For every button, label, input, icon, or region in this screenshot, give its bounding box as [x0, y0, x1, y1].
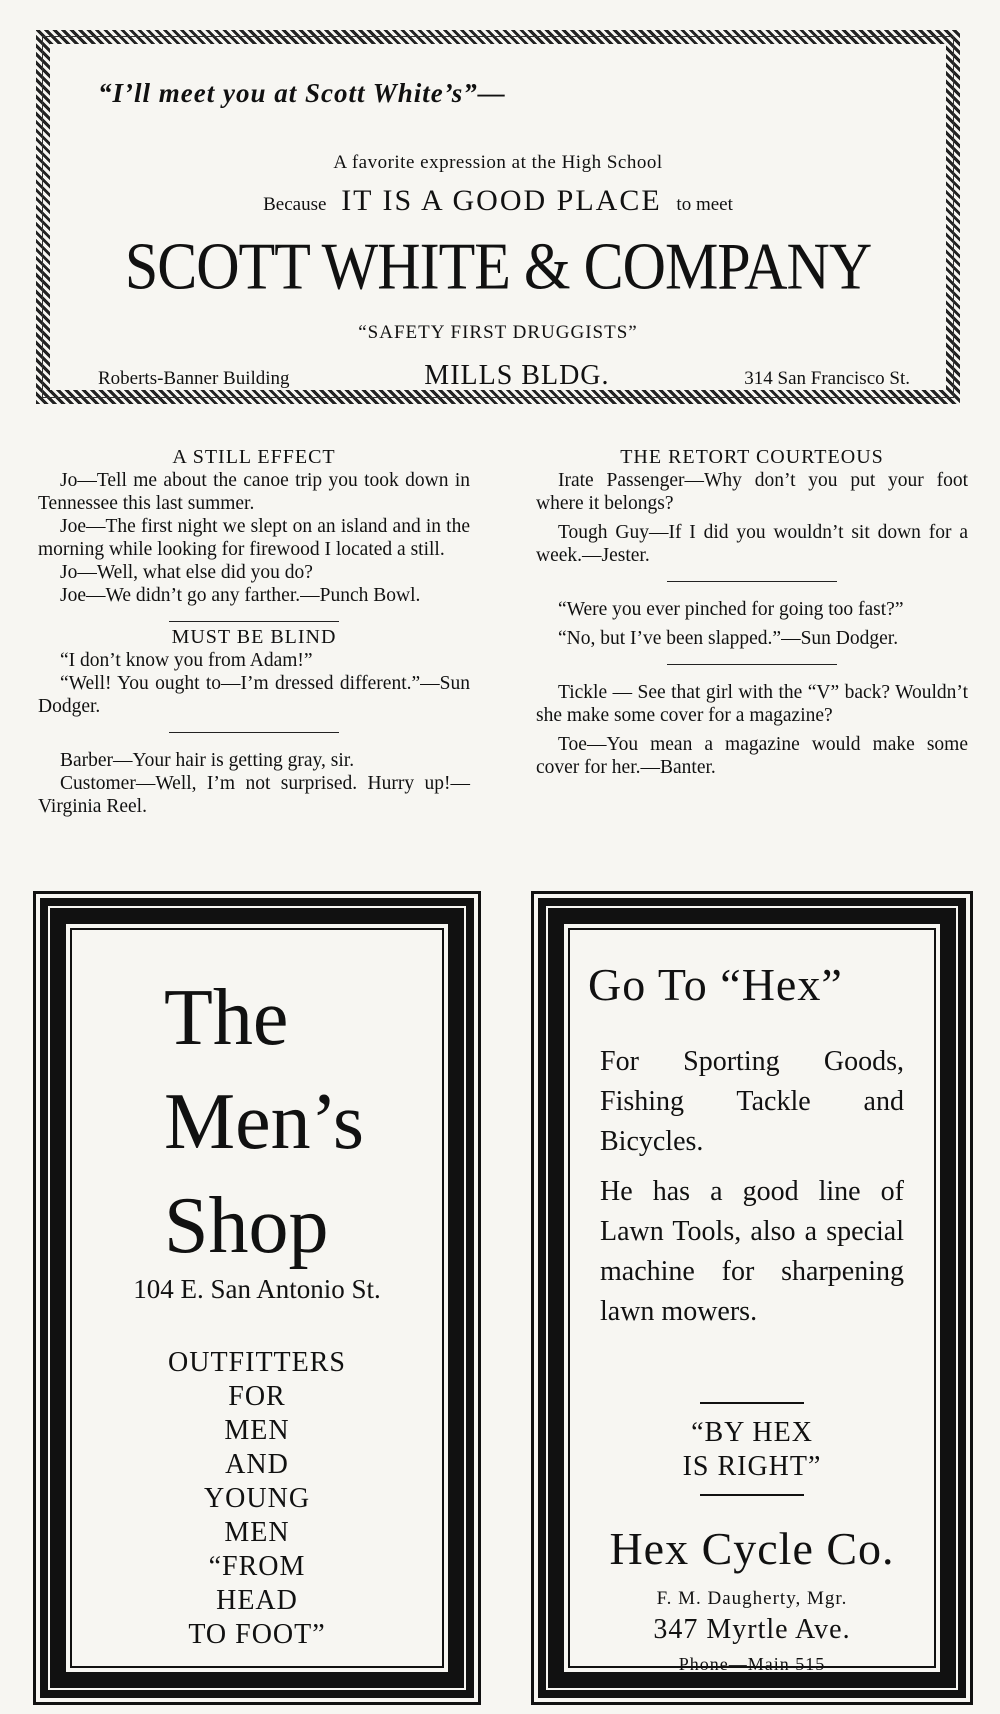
divider	[169, 621, 339, 622]
jokes-right-column	[536, 446, 968, 779]
joke-paragraph: “No, but I’ve been slapped.”—Sun Dodger.	[558, 628, 899, 649]
joke-paragraph: “Well! You ought to—I’m dressed different.”—Sun Dodger.	[38, 673, 470, 717]
ad-line-because: Because	[263, 194, 327, 215]
hex-street: 347 Myrtle Ave.	[653, 1614, 851, 1645]
mens-shop-title-line: Men’s	[164, 1078, 364, 1166]
joke-paragraph: “I don’t know you from Adam!”	[60, 650, 313, 671]
list-item: HEAD	[216, 1585, 298, 1616]
ad-line-good-place	[50, 184, 946, 218]
mens-shop-list	[66, 1346, 448, 1652]
mens-shop-title-line: Shop	[164, 1182, 329, 1270]
joke-paragraph: Jo—Tell me about the canoe trip you took down in Tennessee this last summer.	[38, 470, 470, 514]
list-item: MEN	[224, 1517, 290, 1548]
list-item: YOUNG	[203, 1483, 311, 1514]
mens-shop-title	[164, 966, 364, 1278]
divider	[169, 732, 339, 733]
mens-shop-address: 104 E. San Antonio St.	[133, 1274, 381, 1304]
address-row	[98, 360, 910, 392]
list-item: “FROM	[208, 1551, 306, 1582]
mens-shop-title-line: The	[164, 974, 289, 1062]
joke-paragraph: Toe—You mean a magazine would make some cover for her.—Banter.	[536, 734, 968, 778]
divider	[700, 1494, 804, 1496]
address-center: MILLS BLDG.	[424, 360, 610, 391]
list-item: OUTFITTERS	[168, 1347, 346, 1378]
hex-manager: F. M. Daugherty, Mgr.	[656, 1588, 848, 1609]
list-item: FOR	[228, 1381, 286, 1412]
ad-line-to-meet: to meet	[676, 194, 733, 215]
list-item: MEN	[224, 1415, 290, 1446]
hex-phone: Phone—Main 515	[678, 1654, 826, 1674]
company-slogan: “SAFETY FIRST DRUGGISTS”	[358, 322, 638, 343]
hex-company: Hex Cycle Co.	[609, 1523, 895, 1574]
hex-paragraph: He has a good line of Lawn Tools, also a special machine for sharpening lawn mowers.	[600, 1176, 904, 1327]
mens-shop-ad	[40, 898, 474, 1698]
address-left: Roberts-Banner Building	[98, 368, 290, 389]
joke-paragraph: Joe—We didn’t go any farther.—Punch Bowl.	[60, 585, 421, 606]
divider	[700, 1402, 804, 1404]
hex-title: Go To “Hex”	[588, 959, 843, 1010]
hex-motto	[564, 1402, 940, 1496]
hex-paragraph: For Sporting Goods, Fishing Tackle and Bicycles.	[600, 1046, 904, 1157]
joke-paragraph: Tickle — See that girl with the “V” back? Wouldn’t she make some cover for a magazine?	[536, 682, 968, 726]
address-right: 314 San Francisco St.	[744, 368, 910, 389]
joke-paragraph: Joe—The first night we slept on an island and in the morning while looking for firewood I located a still.	[38, 516, 470, 560]
ad-line-good-place-big: IT IS A GOOD PLACE	[341, 184, 662, 217]
hex-cycle-ad	[538, 898, 966, 1698]
joke-paragraph: Barber—Your hair is getting gray, sir.	[60, 750, 355, 771]
list-item: TO FOOT”	[188, 1619, 326, 1650]
divider	[667, 581, 837, 582]
joke-paragraph: “Were you ever pinched for going too fast?”	[558, 599, 904, 620]
ad-line-favorite: A favorite expression at the High School	[333, 152, 663, 173]
joke-title-still-effect: A STILL EFFECT	[172, 446, 336, 468]
scott-white-ad	[36, 30, 960, 404]
ad-tagline: “I’ll meet you at Scott White’s”—	[98, 78, 506, 108]
joke-paragraph: Irate Passenger—Why don’t you put your foot where it belongs?	[536, 470, 968, 514]
joke-paragraph: Jo—Well, what else did you do?	[60, 562, 313, 583]
joke-paragraph: Customer—Well, I’m not surprised. Hurry up!—Virginia Reel.	[38, 773, 470, 817]
joke-title-retort: THE RETORT COURTEOUS	[620, 446, 884, 468]
hex-body	[600, 1042, 904, 1342]
hex-motto-line: IS RIGHT”	[682, 1451, 822, 1482]
hex-motto-line: “BY HEX	[691, 1417, 813, 1448]
divider	[667, 664, 837, 665]
jokes-left-column	[38, 446, 470, 818]
joke-paragraph: Tough Guy—If I did you wouldn’t sit down for a week.—Jester.	[536, 522, 968, 566]
list-item: AND	[225, 1449, 289, 1480]
company-name: SCOTT WHITE & COMPANY	[124, 228, 872, 303]
joke-title-must-be-blind: MUST BE BLIND	[171, 626, 337, 648]
